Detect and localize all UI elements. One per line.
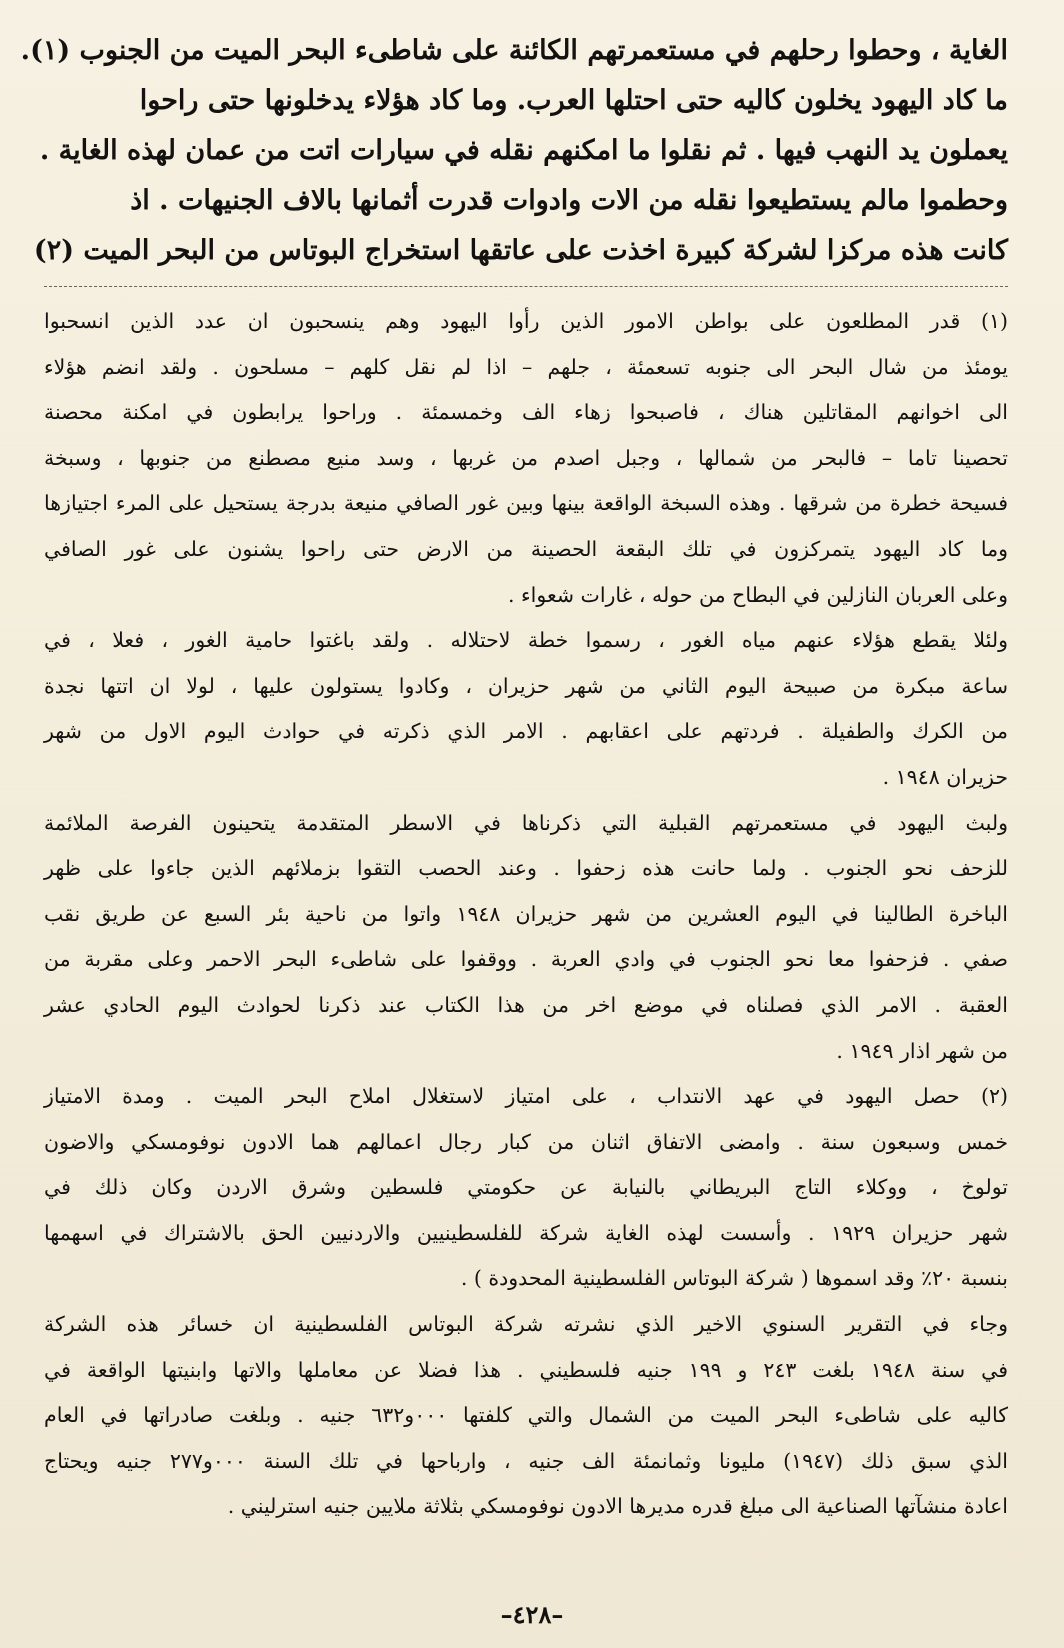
footnote-line: (١) قدر المطلعون على بواطن الامور الذين رأوا اليهود وهم ينسحبون ان عدد الذين انسحبوا (44, 309, 1008, 333)
footnote-line: فسيحة خطرة من شرقها . وهذه السبخة الواقعة بينها وبين غور الصافي منيعة بدرجة يستحيل على المرء اجتيازها (44, 491, 1008, 516)
footnote-paragraph-6 (44, 1302, 1008, 1530)
footnote-line: حزيران ١٩٤٨ . (882, 764, 1008, 789)
footnote-line: في سنة ١٩٤٨ بلغت ٢٤٣ و ١٩٩ جنيه فلسطيني . هذا فضلا عن معاملها والاتها وابنيتها الواقعة في (44, 1357, 1008, 1382)
footnote-separator (44, 286, 1008, 287)
footnote-line: يومئذ من شال البحر الى جنوبه تسعمئة ، جلهم – اذا لم نقل كلهم – مسلحون . ولقد انضم هؤلاء (44, 354, 1008, 379)
footnote-line: الذي سبق ذلك (١٩٤٧) مليونا وثمانمئة الف جنيه ، وارباحها في تلك السنة ٠٠٠و٢٧٧ جنيه ويحتاج (44, 1448, 1008, 1473)
footnote-line: وما كاد اليهود يتمركزون في تلك البقعة الحصينة من الارض حتى راحوا يشنون على غور الصافي (44, 536, 1008, 561)
main-text-line: يعملون يد النهب فيها . ثم نقلوا ما امكنهم نقله في سيارات اتت من عمان لهذه الغاية . (39, 135, 1008, 166)
footnote-line: العقبة . الامر الذي فصلناه في موضع اخر من هذا الكتاب عند ذكرنا لحوادث اليوم الحادي عشر (44, 992, 1008, 1017)
footnote-line: اعادة منشآتها الصناعية الى مبلغ قدره مديرها الادون نوفومسكي بثلاثة ملايين جنيه استرليني . (227, 1494, 1008, 1519)
footnote-line: (٢) حصل اليهود في عهد الانتداب ، على امتياز لاستغلال املاح البحر الميت . ومدة الامتياز (44, 1084, 1008, 1109)
footnote-line: شهر حزيران ١٩٢٩ . وأسست لهذه الغاية شركة للفلسطينيين والاردنيين الحق بالاشتراك في اسهمها (44, 1220, 1008, 1245)
footnote-line: الى اخوانهم المقاتلين هناك ، فاصبحوا زهاء الف وخمسمئة . وراحوا يرابطون في امكنة محصنة (44, 400, 1008, 425)
footnote-paragraph-1 (44, 299, 1008, 527)
footnote-paragraph-4 (44, 801, 1008, 1075)
footnote-line: وجاء في التقرير السنوي الاخير الذي نشرته شركة البوتاس الفلسطينية ان خسائر هذه الشركة (44, 1312, 1008, 1337)
footnote-line: ولئلا يقطع هؤلاء عنهم مياه الغور ، رسموا خطة لاحتلاله . ولقد باغتوا حامية الغور ، فعلا ، في (44, 628, 1008, 653)
main-text-line: وحطموا مالم يستطيعوا نقله من الات وادوات قدرت أثمانها بالاف الجنيهات . اذ (130, 185, 1008, 216)
footnote-line: وعلى العربان النازلين في البطاح من حوله ، غارات شعواء . (507, 582, 1008, 607)
footnote-line: خمس وسبعون سنة . وامضى الاتفاق اثنان من كبار رجال اعمالهم هما الادون نوفومسكي والاضون (44, 1129, 1008, 1154)
footnote-line: كاليه على شاطىء البحر الميت من الشمال والتي كلفتها ٠٠٠و٦٣٢ جنيه . وبلغت صادراتها في العام (44, 1403, 1008, 1428)
footnote-line: ساعة مبكرة من صبيحة اليوم الثاني من شهر حزيران ، وكادوا يستولون عليها ، لولا ان اتتها نجدة (44, 673, 1008, 698)
footnote-paragraph-2 (44, 527, 1008, 618)
footnote-line: تحصينا تاما – فالبحر من شمالها ، وجبل اصدم من غربها ، وسد منيع مصطنع من جنوبها ، وسبخة (44, 445, 1008, 470)
footnote-line: الباخرة الطالينا في اليوم العشرين من شهر حزيران ١٩٤٨ واتوا من ناحية بئر السبع عن طريق نقب (44, 901, 1008, 926)
footnote-line: ولبث اليهود في مستعمرتهم القبلية التي ذكرناها في الاسطر المتقدمة يتحينون الفرصة الملائمة (44, 810, 1008, 835)
main-text-line: الغاية ، وحطوا رحلهم في مستعمرتهم الكائنة على شاطىء البحر الميت من الجنوب (١). (20, 35, 1008, 66)
footnote-paragraph-3 (44, 618, 1008, 800)
footnote-line: للزحف نحو الجنوب . ولما حانت هذه زحفوا . وعند الحصب التقوا بزملائهم الذين جاءوا على ظهر (44, 856, 1008, 881)
main-text-line: كانت هذه مركزا لشركة كبيرة اخذت على عاتقها استخراج البوتاس من البحر الميت (٢) (33, 235, 1008, 266)
page-number: –٤٢٨– (500, 1600, 564, 1629)
footnote-line: من شهر اذار ١٩٤٩ . (836, 1038, 1008, 1063)
footnote-line: من الكرك والطفيلة . فردتهم على اعقابهم . الامر الذي ذكرته في حوادث اليوم الاول من شهر (44, 719, 1008, 744)
footnote-line: بنسبة ٢٠٪ وقد اسموها ( شركة البوتاس الفلسطينية المحدودة ) . (460, 1266, 1008, 1291)
footnote-line: تولوخ ، ووكلاء التاج البريطاني بالنيابة عن حكومتي فلسطين وشرق الاردن وكان ذلك في (44, 1175, 1008, 1200)
footnotes (44, 299, 1008, 1530)
footnote-line: صفي . فزحفوا معا نحو الجنوب في وادي العربة . ووقفوا على شاطىء البحر الاحمر وعلى مقربة من (44, 947, 1008, 972)
footnote-paragraph-5 (44, 1074, 1008, 1302)
main-text (20, 26, 1008, 276)
main-text-line: ما كاد اليهود يخلون كاليه حتى احتلها العرب. وما كاد هؤلاء يدخلونها حتى راحوا (139, 85, 1008, 116)
